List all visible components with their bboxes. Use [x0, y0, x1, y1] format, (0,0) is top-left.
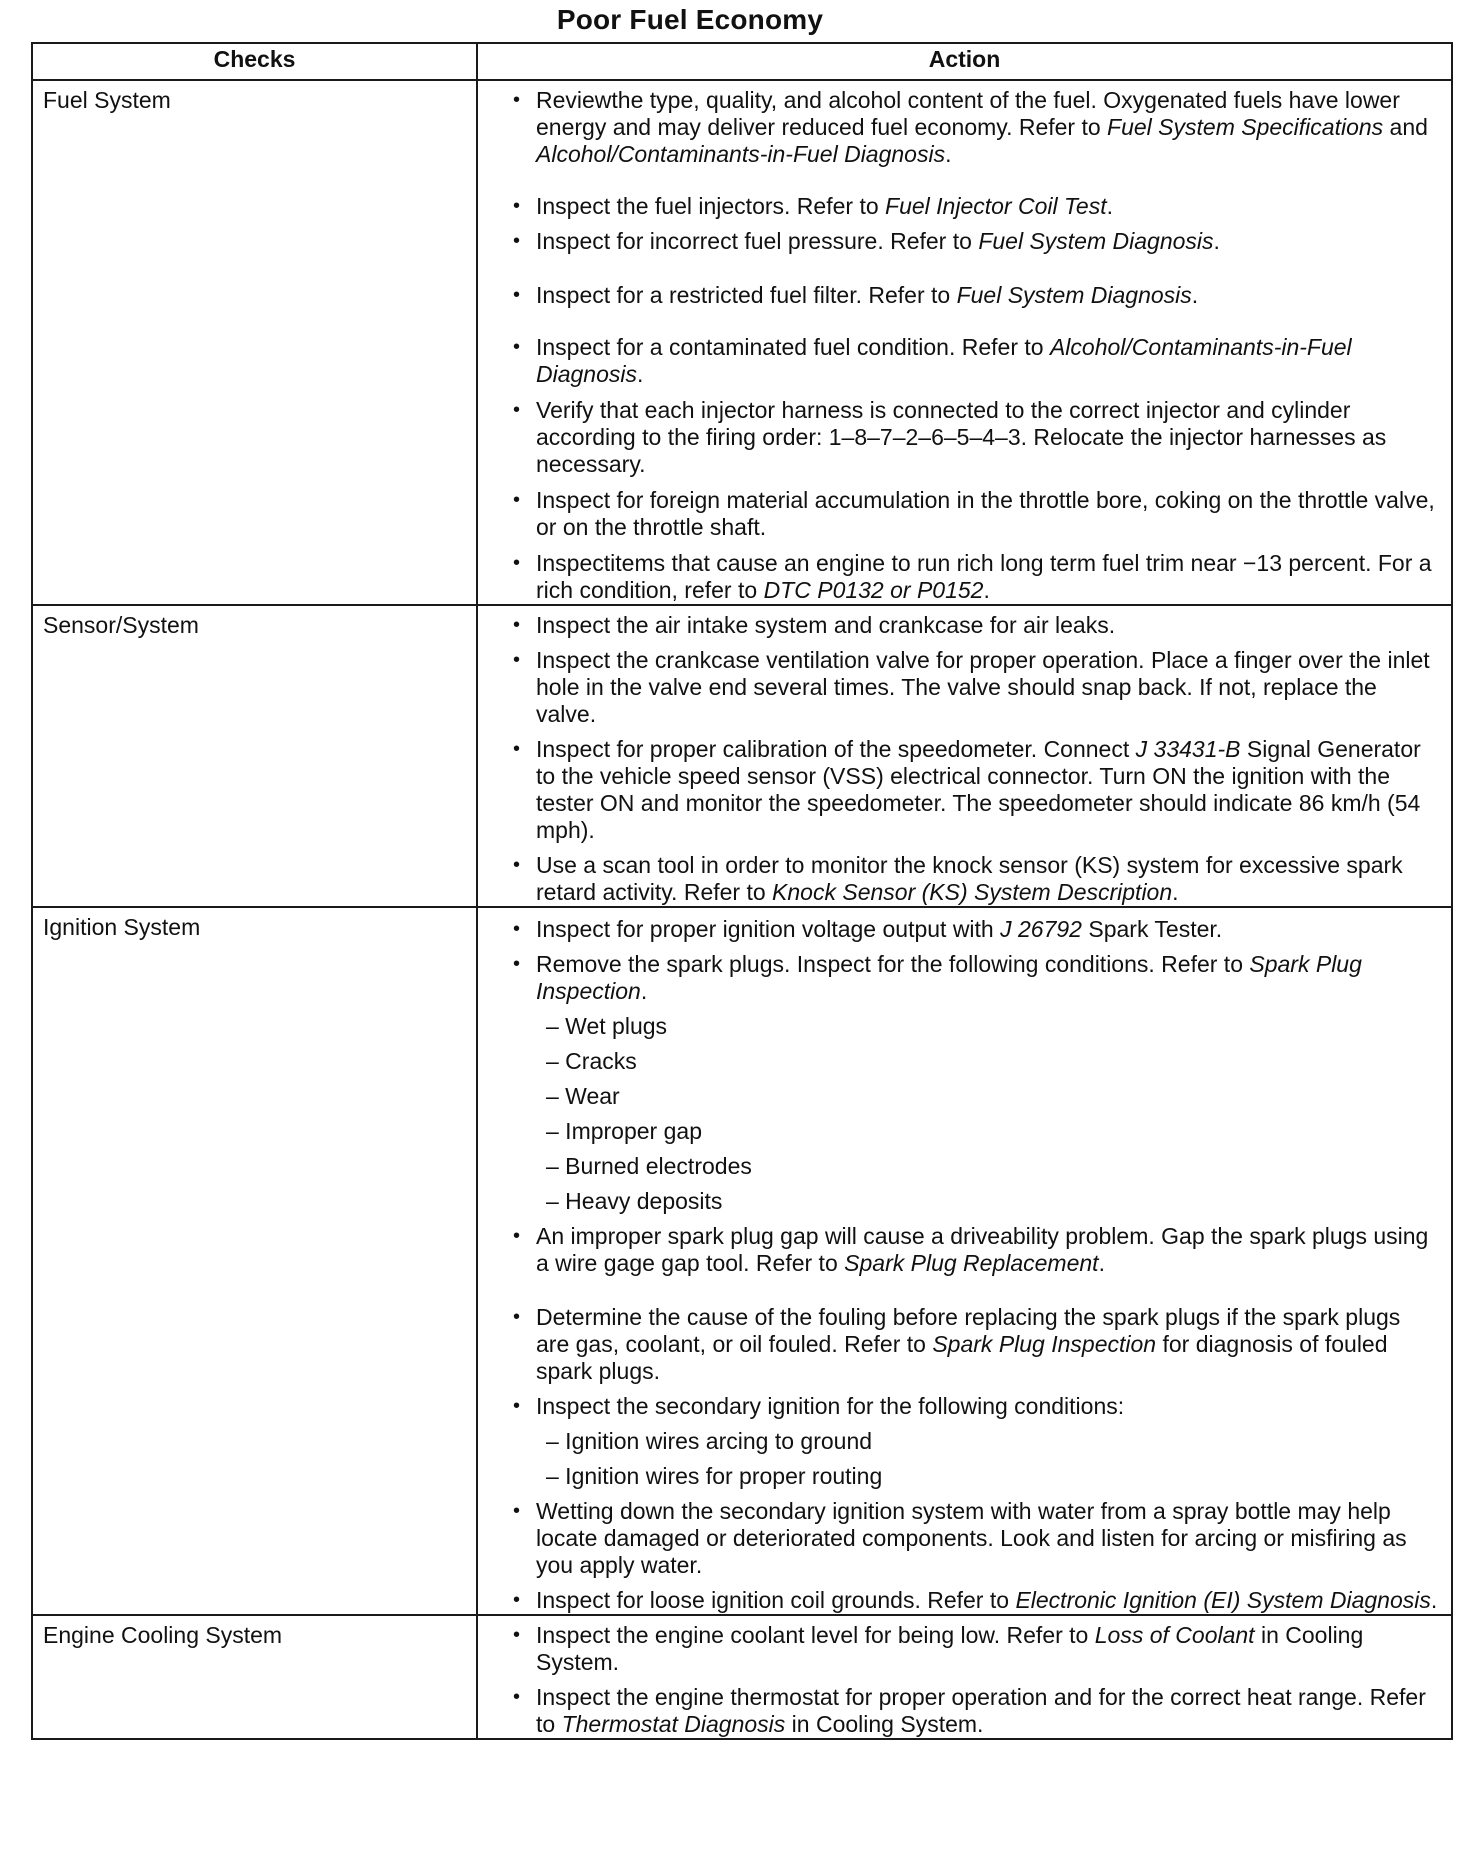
- action-list: [478, 612, 1443, 906]
- action-text: [536, 1684, 1439, 1738]
- reference-link-text: Spark Plug Inspection: [932, 1331, 1157, 1357]
- action-text: [536, 647, 1439, 728]
- action-cell: [477, 80, 1452, 605]
- action-text: [536, 1223, 1439, 1277]
- action-header: Action: [477, 43, 1452, 80]
- action-text: [536, 951, 1439, 1005]
- action-cell: [477, 605, 1452, 907]
- action-text-segment: Inspect the engine coolant level for being low. Refer to: [536, 1622, 1095, 1648]
- action-text-segment: Inspect the engine thermostat for proper operation and for the correct heat range. Refer to: [536, 1684, 1426, 1737]
- bullet-icon: •: [513, 1395, 521, 1417]
- action-text-segment: An improper spark plug gap will cause a driveability problem. Gap the spark plugs using a wire gage gap tool. Refer to: [536, 1223, 1429, 1276]
- sub-list: [536, 1428, 1439, 1490]
- action-text-segment: .: [1098, 1250, 1105, 1276]
- action-cell: [477, 1615, 1452, 1739]
- sub-item: – Wear: [546, 1083, 620, 1109]
- action-item: [478, 1622, 1443, 1676]
- action-cell: [477, 907, 1452, 1615]
- check-cell: Fuel System: [32, 80, 477, 605]
- bullet-icon: •: [513, 552, 521, 574]
- bullet-icon: •: [513, 1225, 521, 1247]
- bullet-icon: •: [513, 489, 521, 511]
- action-text-segment: Inspect for a restricted fuel filter. Refer to: [536, 282, 957, 308]
- action-text: [536, 1304, 1439, 1385]
- reference-link-text: Loss of Coolant: [1094, 1622, 1255, 1648]
- action-item: [478, 87, 1443, 168]
- action-list: [478, 87, 1443, 604]
- reference-link-text: J 33431-B: [1135, 736, 1241, 762]
- action-text: [536, 1587, 1439, 1614]
- action-text-segment: Inspect for loose ignition coil grounds. Refer to: [536, 1587, 1016, 1613]
- action-item: [478, 1684, 1443, 1738]
- action-text-segment: Inspect for a contaminated fuel condition. Refer to: [536, 334, 1050, 360]
- action-text: [536, 487, 1439, 541]
- bullet-icon: •: [513, 284, 521, 306]
- action-text-segment: in Cooling System.: [536, 1622, 1364, 1675]
- bullet-icon: •: [513, 399, 521, 421]
- action-item: [478, 334, 1443, 388]
- sub-item: – Burned electrodes: [546, 1153, 752, 1179]
- action-text-segment: Signal Generator to the vehicle speed sensor (VSS) electrical connector. Turn ON the ignition with the tester ON and monitor the speedometer. The speedometer should indicate 86 km/h (54 mph).: [536, 736, 1421, 843]
- sub-item: – Heavy deposits: [546, 1188, 723, 1214]
- action-text: [536, 852, 1439, 906]
- action-text-segment: Inspect for proper ignition voltage output with: [536, 916, 1001, 942]
- action-item: [478, 1587, 1443, 1614]
- reference-link-text: Alcohol/Contaminants-in-Fuel Diagnosis: [536, 334, 1352, 387]
- bullet-icon: •: [513, 918, 521, 940]
- action-item: [478, 1498, 1443, 1579]
- action-text: [536, 193, 1439, 220]
- action-item: [478, 647, 1443, 728]
- table-row: [32, 907, 1452, 1615]
- action-text: [536, 282, 1439, 309]
- check-cell: Sensor/System: [32, 605, 477, 907]
- action-text: [536, 1498, 1439, 1579]
- action-item: [478, 1223, 1443, 1277]
- action-item: [478, 550, 1443, 604]
- bullet-icon: •: [513, 1589, 521, 1611]
- action-item: [478, 736, 1443, 844]
- action-text-segment: .: [983, 577, 990, 603]
- action-text-segment: Wetting down the secondary ignition system with water from a spray bottle may help locate damaged or deteriorated components. Look and listen for arcing or misfiring as you apply water.: [536, 1498, 1407, 1578]
- bullet-icon: •: [513, 89, 521, 111]
- bullet-icon: •: [513, 738, 521, 760]
- reference-link-text: Fuel System Diagnosis: [956, 282, 1192, 308]
- bullet-icon: •: [513, 1306, 521, 1328]
- reference-link-text: Fuel System Diagnosis: [978, 228, 1214, 254]
- action-text-segment: .: [945, 141, 952, 167]
- action-text-segment: .: [1430, 1587, 1438, 1613]
- action-text-segment: .: [640, 978, 648, 1004]
- diagnosis-table: [31, 42, 1453, 1740]
- reference-link-text: Spark Plug Inspection: [536, 951, 1362, 1004]
- action-text: [536, 334, 1439, 388]
- action-text: [536, 87, 1439, 168]
- table-row: [32, 80, 1452, 605]
- sub-item: – Wet plugs: [546, 1013, 668, 1039]
- header-row: [32, 43, 1452, 80]
- reference-link-text: DTC P0132 or P0152: [763, 577, 984, 603]
- action-item: [478, 612, 1443, 639]
- action-list: [478, 1622, 1443, 1738]
- bullet-icon: •: [513, 649, 521, 671]
- action-text-segment: for diagnosis of fouled spark plugs.: [536, 1331, 1388, 1384]
- reference-link-text: Knock Sensor (KS) System Description: [772, 879, 1173, 905]
- action-text-segment: .: [1172, 879, 1179, 905]
- sub-list: [536, 1013, 1439, 1215]
- sub-item: – Ignition wires for proper routing: [546, 1463, 883, 1489]
- action-text: [536, 1393, 1439, 1420]
- page-title: Poor Fuel Economy: [556, 4, 824, 35]
- check-cell: Ignition System: [32, 907, 477, 1615]
- action-text-segment: and: [1383, 114, 1428, 140]
- action-text: [536, 916, 1439, 943]
- action-text-segment: Inspect for proper calibration of the speedometer. Connect: [536, 736, 1136, 762]
- action-text: [536, 228, 1439, 255]
- action-text-segment: Inspect the crankcase ventilation valve for proper operation. Place a finger over the inlet hole in the valve end several times. The valve should snap back. If not, replace the valve.: [536, 647, 1430, 727]
- action-text-segment: .: [1213, 228, 1220, 254]
- action-item: [478, 193, 1443, 220]
- action-text-segment: Use a scan tool in order to monitor the knock sensor (KS) system for excessive spark retard activity. Refer to: [536, 852, 1403, 905]
- action-text-segment: in Cooling System.: [785, 1711, 984, 1737]
- action-item: [478, 916, 1443, 943]
- reference-link-text: Fuel System Specifications: [1107, 114, 1384, 140]
- reference-link-text: Spark Plug Replacement: [844, 1250, 1099, 1276]
- bullet-icon: •: [513, 230, 521, 252]
- sub-item: – Cracks: [546, 1048, 637, 1074]
- action-item: [478, 1304, 1443, 1385]
- action-text-segment: .: [637, 361, 644, 387]
- action-item: [478, 1393, 1443, 1490]
- action-text-segment: Inspect the air intake system and crankcase for air leaks.: [536, 612, 1116, 638]
- table-body: [32, 80, 1452, 1739]
- action-list: [478, 916, 1443, 1614]
- action-text-segment: Inspect for incorrect fuel pressure. Refer to: [536, 228, 979, 254]
- table-row: [32, 605, 1452, 907]
- action-text-segment: Reviewthe type, quality, and alcohol content of the fuel. Oxygenated fuels have lower energy and may deliver reduced fuel economy. Refer to: [536, 87, 1400, 140]
- bullet-icon: •: [513, 1500, 521, 1522]
- reference-link-text: Fuel Injector Coil Test: [885, 193, 1107, 219]
- action-text: [536, 397, 1439, 478]
- sub-item: – Improper gap: [546, 1118, 702, 1144]
- action-item: [478, 951, 1443, 1215]
- checks-header: Checks: [32, 43, 477, 80]
- bullet-icon: •: [513, 1624, 521, 1646]
- action-text-segment: Inspect the secondary ignition for the following conditions:: [536, 1393, 1125, 1419]
- action-text: [536, 550, 1439, 604]
- bullet-icon: •: [513, 195, 521, 217]
- action-text-segment: .: [1106, 193, 1113, 219]
- action-text-segment: Inspect the fuel injectors. Refer to: [536, 193, 886, 219]
- action-item: [478, 852, 1443, 906]
- action-item: [478, 228, 1443, 255]
- action-text-segment: .: [1191, 282, 1199, 308]
- table-row: [32, 1615, 1452, 1739]
- action-text-segment: Spark Tester.: [1081, 916, 1223, 942]
- action-text-segment: Determine the cause of the fouling before replacing the spark plugs if the spark plugs are gas, coolant, or oil fouled. Refer to: [536, 1304, 1401, 1357]
- bullet-icon: •: [513, 854, 521, 876]
- action-text-segment: Verify that each injector harness is connected to the correct injector and cylinder according to the firing order: 1–8–7–2–6–5–4–3. Relocate the injector harnesses as necessary.: [536, 397, 1387, 477]
- bullet-icon: •: [513, 953, 521, 975]
- action-text: [536, 612, 1439, 639]
- check-cell: Engine Cooling System: [32, 1615, 477, 1739]
- action-item: [478, 487, 1443, 541]
- bullet-icon: •: [513, 614, 521, 636]
- action-item: [478, 397, 1443, 478]
- action-text-segment: Inspect for foreign material accumulation in the throttle bore, coking on the throttle valve, or on the throttle shaft.: [536, 487, 1435, 540]
- reference-link-text: Thermostat Diagnosis: [561, 1711, 786, 1737]
- bullet-icon: •: [513, 336, 521, 358]
- action-text-segment: Inspectitems that cause an engine to run rich long term fuel trim near −13 percent. For a rich condition, refer to: [536, 550, 1432, 603]
- action-item: [478, 282, 1443, 309]
- action-text-segment: Remove the spark plugs. Inspect for the following conditions. Refer to: [536, 951, 1250, 977]
- reference-link-text: Alcohol/Contaminants-in-Fuel Diagnosis: [536, 141, 946, 167]
- action-text: [536, 1622, 1439, 1676]
- action-text: [536, 736, 1439, 844]
- reference-link-text: J 26792: [1000, 916, 1082, 942]
- sub-item: – Ignition wires arcing to ground: [546, 1428, 873, 1454]
- bullet-icon: •: [513, 1686, 521, 1708]
- reference-link-text: Electronic Ignition (EI) System Diagnosis: [1015, 1587, 1431, 1613]
